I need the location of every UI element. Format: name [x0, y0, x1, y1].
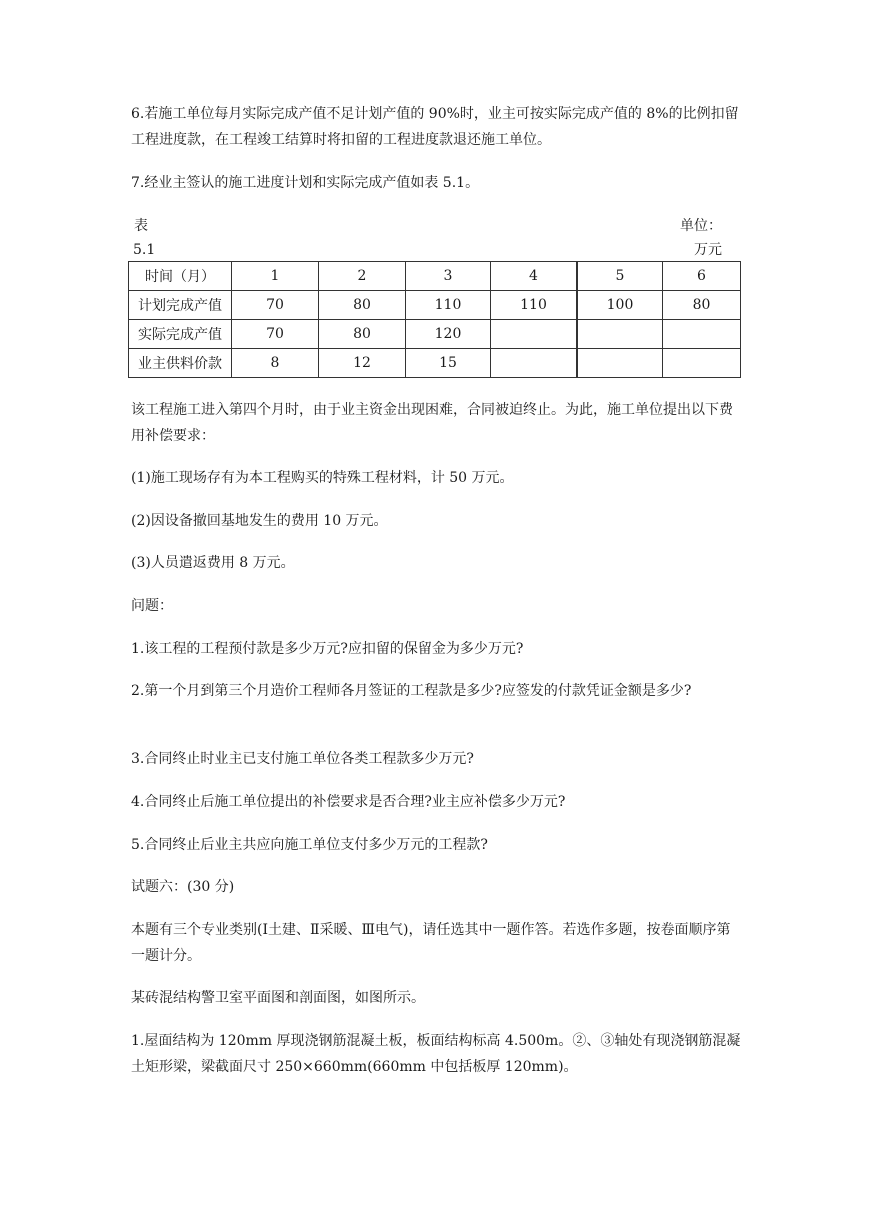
question-item-1: 1.该工程的工程预付款是多少万元?应扣留的保留金为多少万元?	[131, 641, 524, 657]
table-cell: 2	[319, 262, 406, 291]
question-item-5: 5.合同终止后业主共应向施工单位支付多少万元的工程款?	[131, 837, 488, 853]
table-cell: 12	[319, 349, 406, 378]
table-cell: 实际完成产值	[129, 320, 232, 349]
table-row	[129, 349, 741, 378]
table-cell: 80	[663, 291, 741, 320]
structure-item-1: 1.屋面结构为 120mm 厚现浇钢筋混凝土板，板面结构标高 4.500m。②、③轴处有现浇钢筋混凝土矩形梁，梁截面尺寸 250×660mm(660mm 中包括板厚 120mm)。	[131, 1033, 741, 1075]
table-cell: 80	[319, 320, 406, 349]
question-item-3: 3.合同终止时业主已支付施工单位各类工程款多少万元?	[131, 751, 474, 767]
table-cell: 计划完成产值	[129, 291, 232, 320]
section-six-heading: 试题六：(30 分)	[131, 879, 235, 895]
table-cell	[577, 349, 663, 378]
table-row	[129, 320, 741, 349]
table-unit-label: 单位：	[680, 218, 722, 234]
table-cell: 70	[232, 291, 319, 320]
table-caption-number: 5.1	[133, 242, 156, 258]
paragraph-termination: 该工程施工进入第四个月时，由于业主资金出现困难，合同被迫终止。为此，施工单位提出以下费用补偿要求：	[131, 402, 733, 444]
table-cell: 110	[491, 291, 578, 320]
table-cell	[491, 320, 578, 349]
table-cell: 80	[319, 291, 406, 320]
claim-item-3: (3)人员遣返费用 8 万元。	[131, 555, 295, 571]
progress-table	[128, 261, 741, 378]
table-cell: 6	[663, 262, 741, 291]
table-row	[129, 262, 741, 291]
building-description: 某砖混结构警卫室平面图和剖面图，如图所示。	[131, 990, 425, 1006]
paragraph-item-6: 6.若施工单位每月实际完成产值不足计划产值的 90%时，业主可按实际完成产值的 8%的比例扣留工程进度款，在工程竣工结算时将扣留的工程进度款退还施工单位。	[131, 106, 739, 148]
table-cell: 3	[406, 262, 491, 291]
paragraph-item-7: 7.经业主签认的施工进度计划和实际完成产值如表 5.1。	[131, 175, 480, 191]
table-row	[129, 291, 741, 320]
table-cell: 业主供料价款	[129, 349, 232, 378]
table-cell: 70	[232, 320, 319, 349]
claim-item-1: (1)施工现场存有为本工程购买的特殊工程材料，计 50 万元。	[131, 470, 514, 486]
claim-item-2: (2)因设备撤回基地发生的费用 10 万元。	[131, 513, 388, 529]
table-cell: 120	[406, 320, 491, 349]
table-cell	[491, 349, 578, 378]
table-cell: 15	[406, 349, 491, 378]
table-cell: 100	[577, 291, 663, 320]
question-item-4: 4.合同终止后施工单位提出的补偿要求是否合理?业主应补偿多少万元?	[131, 794, 566, 810]
table-cell: 5	[577, 262, 663, 291]
table-cell: 110	[406, 291, 491, 320]
table-cell	[663, 349, 741, 378]
section-six-intro: 本题有三个专业类别(Ⅰ土建、Ⅱ采暖、Ⅲ电气)，请任选其中一题作答。若选作多题，按卷面顺序第一题计分。	[131, 922, 731, 964]
table-cell: 8	[232, 349, 319, 378]
table-cell	[577, 320, 663, 349]
table-cell: 1	[232, 262, 319, 291]
question-item-2: 2.第一个月到第三个月造价工程师各月签证的工程款是多少?应签发的付款凭证金额是多少?	[131, 683, 692, 699]
table-cell: 时间（月）	[129, 262, 232, 291]
table-cell	[663, 320, 741, 349]
table-unit-value: 万元	[694, 242, 722, 258]
questions-heading: 问题：	[131, 598, 173, 614]
table-caption-label: 表	[134, 218, 148, 234]
table-cell: 4	[491, 262, 578, 291]
